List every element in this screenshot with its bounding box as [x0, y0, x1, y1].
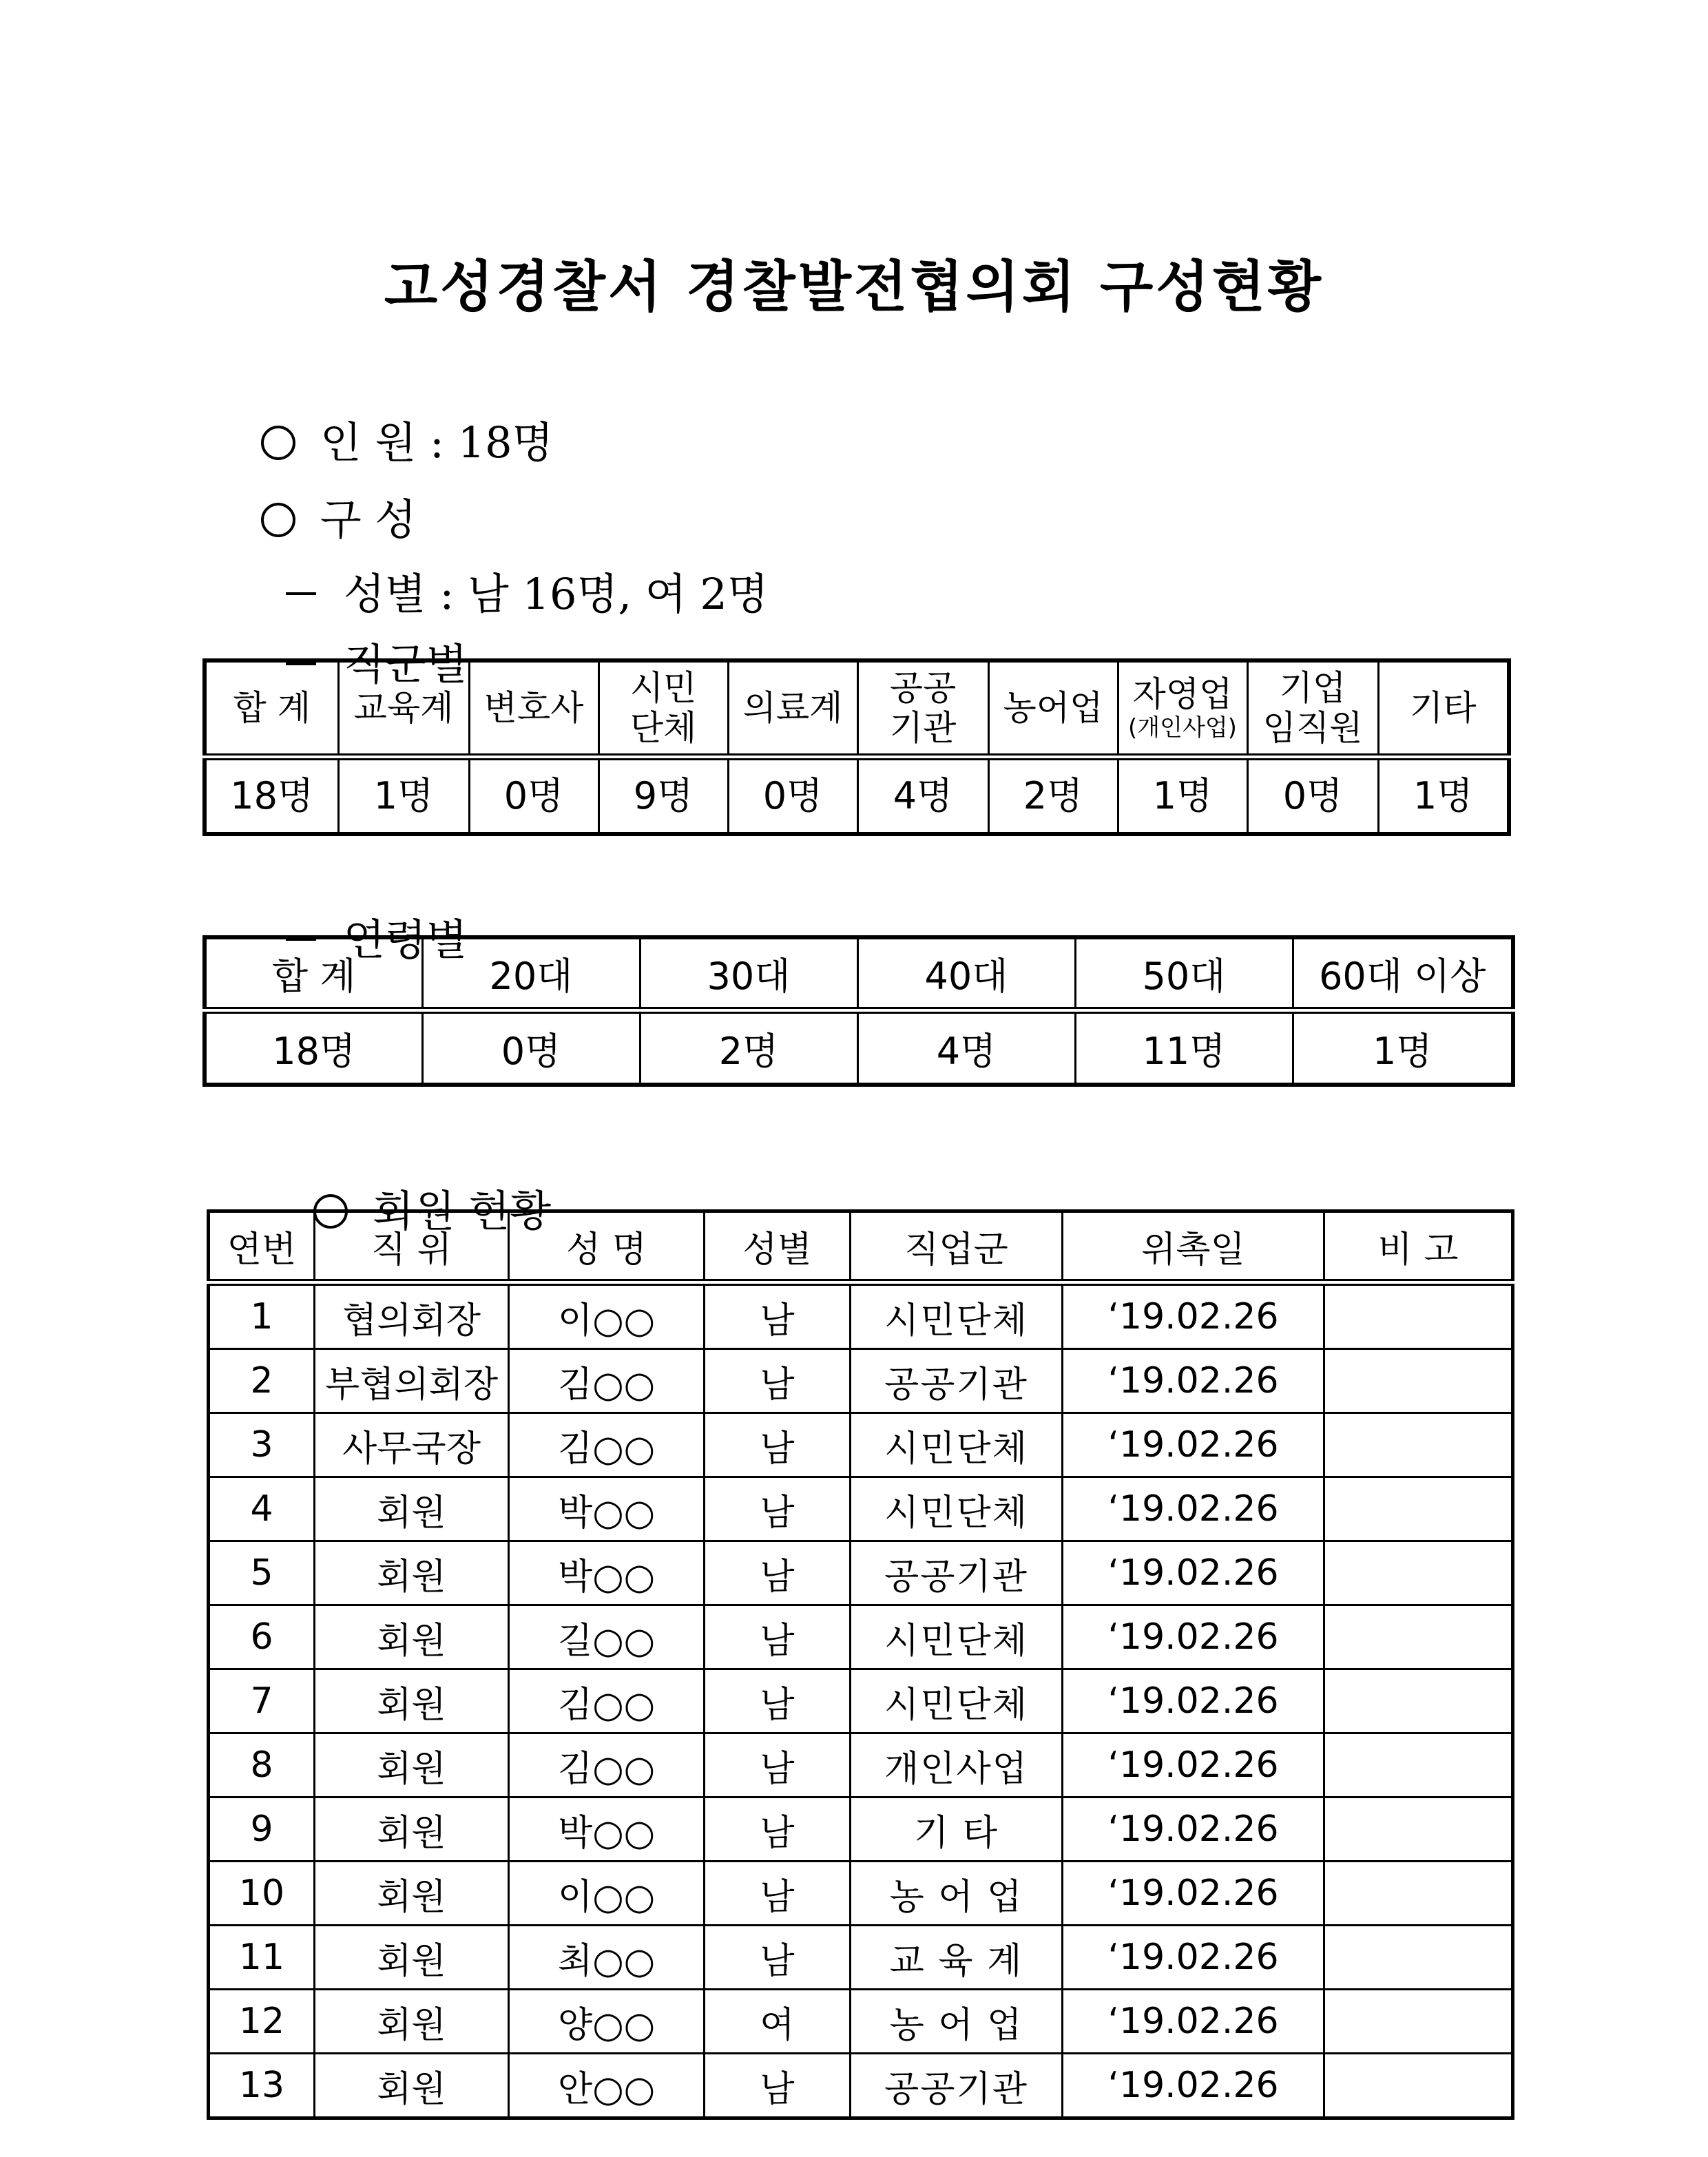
members-table: [207, 1209, 1514, 2120]
table-row: [209, 1605, 1513, 1669]
row-number-cell: 1: [209, 1282, 315, 1349]
table-row: [209, 2054, 1513, 2118]
header-cell: 비 고: [1324, 1211, 1513, 1283]
appointment-date-cell: ‘19.02.26: [1063, 2054, 1324, 2118]
value-cell: 18명: [205, 1010, 422, 1085]
header-cell: 직업군: [851, 1211, 1063, 1283]
table-row: [209, 1926, 1513, 1990]
member-name-cell: 이○○: [509, 1862, 705, 1926]
header-cell: 50대: [1075, 937, 1293, 1010]
value-cell: 4명: [857, 757, 988, 834]
appointment-date-cell: ‘19.02.26: [1063, 1733, 1324, 1798]
header-cell: 합 계: [205, 660, 338, 757]
member-name-cell: 박○○: [509, 1477, 705, 1541]
value-cell: 2명: [640, 1010, 857, 1085]
member-name-cell: 김○○: [509, 1733, 705, 1798]
occupation-cell: 공공기관: [851, 1349, 1063, 1413]
member-name-cell: 길○○: [509, 1605, 705, 1669]
remarks-cell: [1324, 1669, 1513, 1733]
appointment-date-cell: ‘19.02.26: [1063, 1669, 1324, 1733]
occupation-cell: 공공기관: [851, 1541, 1063, 1605]
header-cell: 변호사: [469, 660, 598, 757]
header-cell: 공공 기관: [857, 660, 988, 757]
gender-cell: 남: [705, 1477, 851, 1541]
header-cell: 시민 단체: [598, 660, 728, 757]
remarks-cell: [1324, 1541, 1513, 1605]
table-row: [209, 1990, 1513, 2054]
member-name-cell: 김○○: [509, 1349, 705, 1413]
occupation-cell: 시민단체: [851, 1605, 1063, 1669]
position-cell: 회원: [315, 1477, 509, 1541]
header-cell: 성 명: [509, 1211, 705, 1283]
remarks-cell: [1324, 1798, 1513, 1862]
value-cell: 0명: [728, 757, 857, 834]
position-cell: 회원: [315, 1990, 509, 2054]
occupation-cell: 개인사업: [851, 1733, 1063, 1798]
gender-cell: 남: [705, 1349, 851, 1413]
position-cell: 회원: [315, 1926, 509, 1990]
remarks-cell: [1324, 1477, 1513, 1541]
header-cell: 40대: [857, 937, 1075, 1010]
member-name-cell: 안○○: [509, 2054, 705, 2118]
gender-cell: 남: [705, 1669, 851, 1733]
remarks-cell: [1324, 1413, 1513, 1477]
row-number-cell: 5: [209, 1541, 315, 1605]
value-cell: 1명: [1293, 1010, 1513, 1085]
row-number-cell: 12: [209, 1990, 315, 2054]
row-number-cell: 10: [209, 1862, 315, 1926]
table-row: [209, 1798, 1513, 1862]
appointment-date-cell: ‘19.02.26: [1063, 1798, 1324, 1862]
page-title: 고성경찰서 경찰발전협의회 구성현황: [384, 255, 1324, 319]
value-cell: 0명: [1247, 757, 1378, 834]
remarks-cell: [1324, 1605, 1513, 1669]
remarks-cell: [1324, 1926, 1513, 1990]
remarks-cell: [1324, 1282, 1513, 1349]
gender-text: 성별 : 남 16명, 여 2명: [343, 569, 769, 619]
position-cell: 회원: [315, 1862, 509, 1926]
appointment-date-cell: ‘19.02.26: [1063, 1349, 1324, 1413]
member-name-cell: 양○○: [509, 1990, 705, 2054]
occupation-table: [202, 658, 1511, 836]
header-cell: 60대 이상: [1293, 937, 1513, 1010]
value-cell: 1명: [338, 757, 469, 834]
position-cell: 협의회장: [315, 1282, 509, 1349]
age-heading-text: 연령별: [343, 915, 468, 965]
gender-cell: 남: [705, 2054, 851, 2118]
member-name-cell: 최○○: [509, 1926, 705, 1990]
value-cell: 4명: [857, 1010, 1075, 1085]
row-number-cell: 8: [209, 1733, 315, 1798]
table-row: [209, 1349, 1513, 1413]
appointment-date-cell: ‘19.02.26: [1063, 1926, 1324, 1990]
table-row: [209, 1733, 1513, 1798]
occupation-cell: 공공기관: [851, 2054, 1063, 2118]
occupation-cell: 시민단체: [851, 1477, 1063, 1541]
remarks-cell: [1324, 1990, 1513, 2054]
header-cell: 기업 임직원: [1247, 660, 1378, 757]
appointment-date-cell: ‘19.02.26: [1063, 1413, 1324, 1477]
header-cell: 위촉일: [1063, 1211, 1324, 1283]
table-row: [209, 1477, 1513, 1541]
table-row: [209, 1669, 1513, 1733]
personnel-text: 인 원 : 18명: [320, 417, 554, 468]
appointment-date-cell: ‘19.02.26: [1063, 1477, 1324, 1541]
gender-cell: 남: [705, 1541, 851, 1605]
position-cell: 회원: [315, 1798, 509, 1862]
appointment-date-cell: ‘19.02.26: [1063, 1862, 1324, 1926]
appointment-date-cell: ‘19.02.26: [1063, 1541, 1324, 1605]
table-row: [209, 1282, 1513, 1349]
header-cell: 의료계: [728, 660, 857, 757]
position-cell: 회원: [315, 1669, 509, 1733]
age-table: [202, 935, 1515, 1087]
occupation-cell: 시민단체: [851, 1282, 1063, 1349]
occupation-cell: 농 어 업: [851, 1862, 1063, 1926]
occupation-cell: 교 육 계: [851, 1926, 1063, 1990]
occupation-cell: 농 어 업: [851, 1990, 1063, 2054]
header-cell: 기타: [1378, 660, 1509, 757]
occupation-cell: 시민단체: [851, 1669, 1063, 1733]
header-cell: 농어업: [988, 660, 1118, 757]
gender-cell: 남: [705, 1798, 851, 1862]
gender-cell: 남: [705, 1733, 851, 1798]
header-cell: 합 계: [205, 937, 422, 1010]
members-heading-text: 회원 현황: [372, 1186, 552, 1236]
value-cell: 11명: [1075, 1010, 1293, 1085]
value-cell: 0명: [422, 1010, 640, 1085]
position-cell: 사무국장: [315, 1413, 509, 1477]
value-cell: 2명: [988, 757, 1118, 834]
row-number-cell: 2: [209, 1349, 315, 1413]
position-cell: 회원: [315, 1733, 509, 1798]
appointment-date-cell: ‘19.02.26: [1063, 1990, 1324, 2054]
appointment-date-cell: ‘19.02.26: [1063, 1605, 1324, 1669]
table-row: [209, 1541, 1513, 1605]
gender-cell: 남: [705, 1862, 851, 1926]
value-cell: 0명: [469, 757, 598, 834]
position-cell: 회원: [315, 1541, 509, 1605]
position-cell: 회원: [315, 1605, 509, 1669]
value-cell: 9명: [598, 757, 728, 834]
header-cell: 자영업 (개인사업): [1118, 660, 1247, 757]
member-name-cell: 박○○: [509, 1541, 705, 1605]
appointment-date-cell: ‘19.02.26: [1063, 1282, 1324, 1349]
occupation-cell: 시민단체: [851, 1413, 1063, 1477]
header-cell: 성별: [705, 1211, 851, 1283]
header-cell: 교육계: [338, 660, 469, 757]
row-number-cell: 11: [209, 1926, 315, 1990]
header-cell: 직 위: [315, 1211, 509, 1283]
remarks-cell: [1324, 1862, 1513, 1926]
remarks-cell: [1324, 2054, 1513, 2118]
value-cell: 1명: [1118, 757, 1247, 834]
remarks-cell: [1324, 1349, 1513, 1413]
member-name-cell: 이○○: [509, 1282, 705, 1349]
gender-cell: 여: [705, 1990, 851, 2054]
position-cell: 부협의회장: [315, 1349, 509, 1413]
header-cell: 20대: [422, 937, 640, 1010]
row-number-cell: 13: [209, 2054, 315, 2118]
occupation-cell: 기 타: [851, 1798, 1063, 1862]
header-cell: 30대: [640, 937, 857, 1010]
row-number-cell: 3: [209, 1413, 315, 1477]
row-number-cell: 4: [209, 1477, 315, 1541]
value-cell: 1명: [1378, 757, 1509, 834]
member-name-cell: 박○○: [509, 1798, 705, 1862]
remarks-cell: [1324, 1733, 1513, 1798]
composition-text: 구 성: [320, 494, 417, 545]
gender-cell: 남: [705, 1282, 851, 1349]
gender-cell: 남: [705, 1605, 851, 1669]
gender-cell: 남: [705, 1413, 851, 1477]
value-cell: 18명: [205, 757, 338, 834]
header-cell: 연번: [209, 1211, 315, 1283]
occupation-heading-text: 직군별: [343, 639, 468, 689]
row-number-cell: 6: [209, 1605, 315, 1669]
table-row: [209, 1413, 1513, 1477]
row-number-cell: 7: [209, 1669, 315, 1733]
table-row: [209, 1862, 1513, 1926]
member-name-cell: 김○○: [509, 1669, 705, 1733]
position-cell: 회원: [315, 2054, 509, 2118]
member-name-cell: 김○○: [509, 1413, 705, 1477]
gender-cell: 남: [705, 1926, 851, 1990]
row-number-cell: 9: [209, 1798, 315, 1862]
